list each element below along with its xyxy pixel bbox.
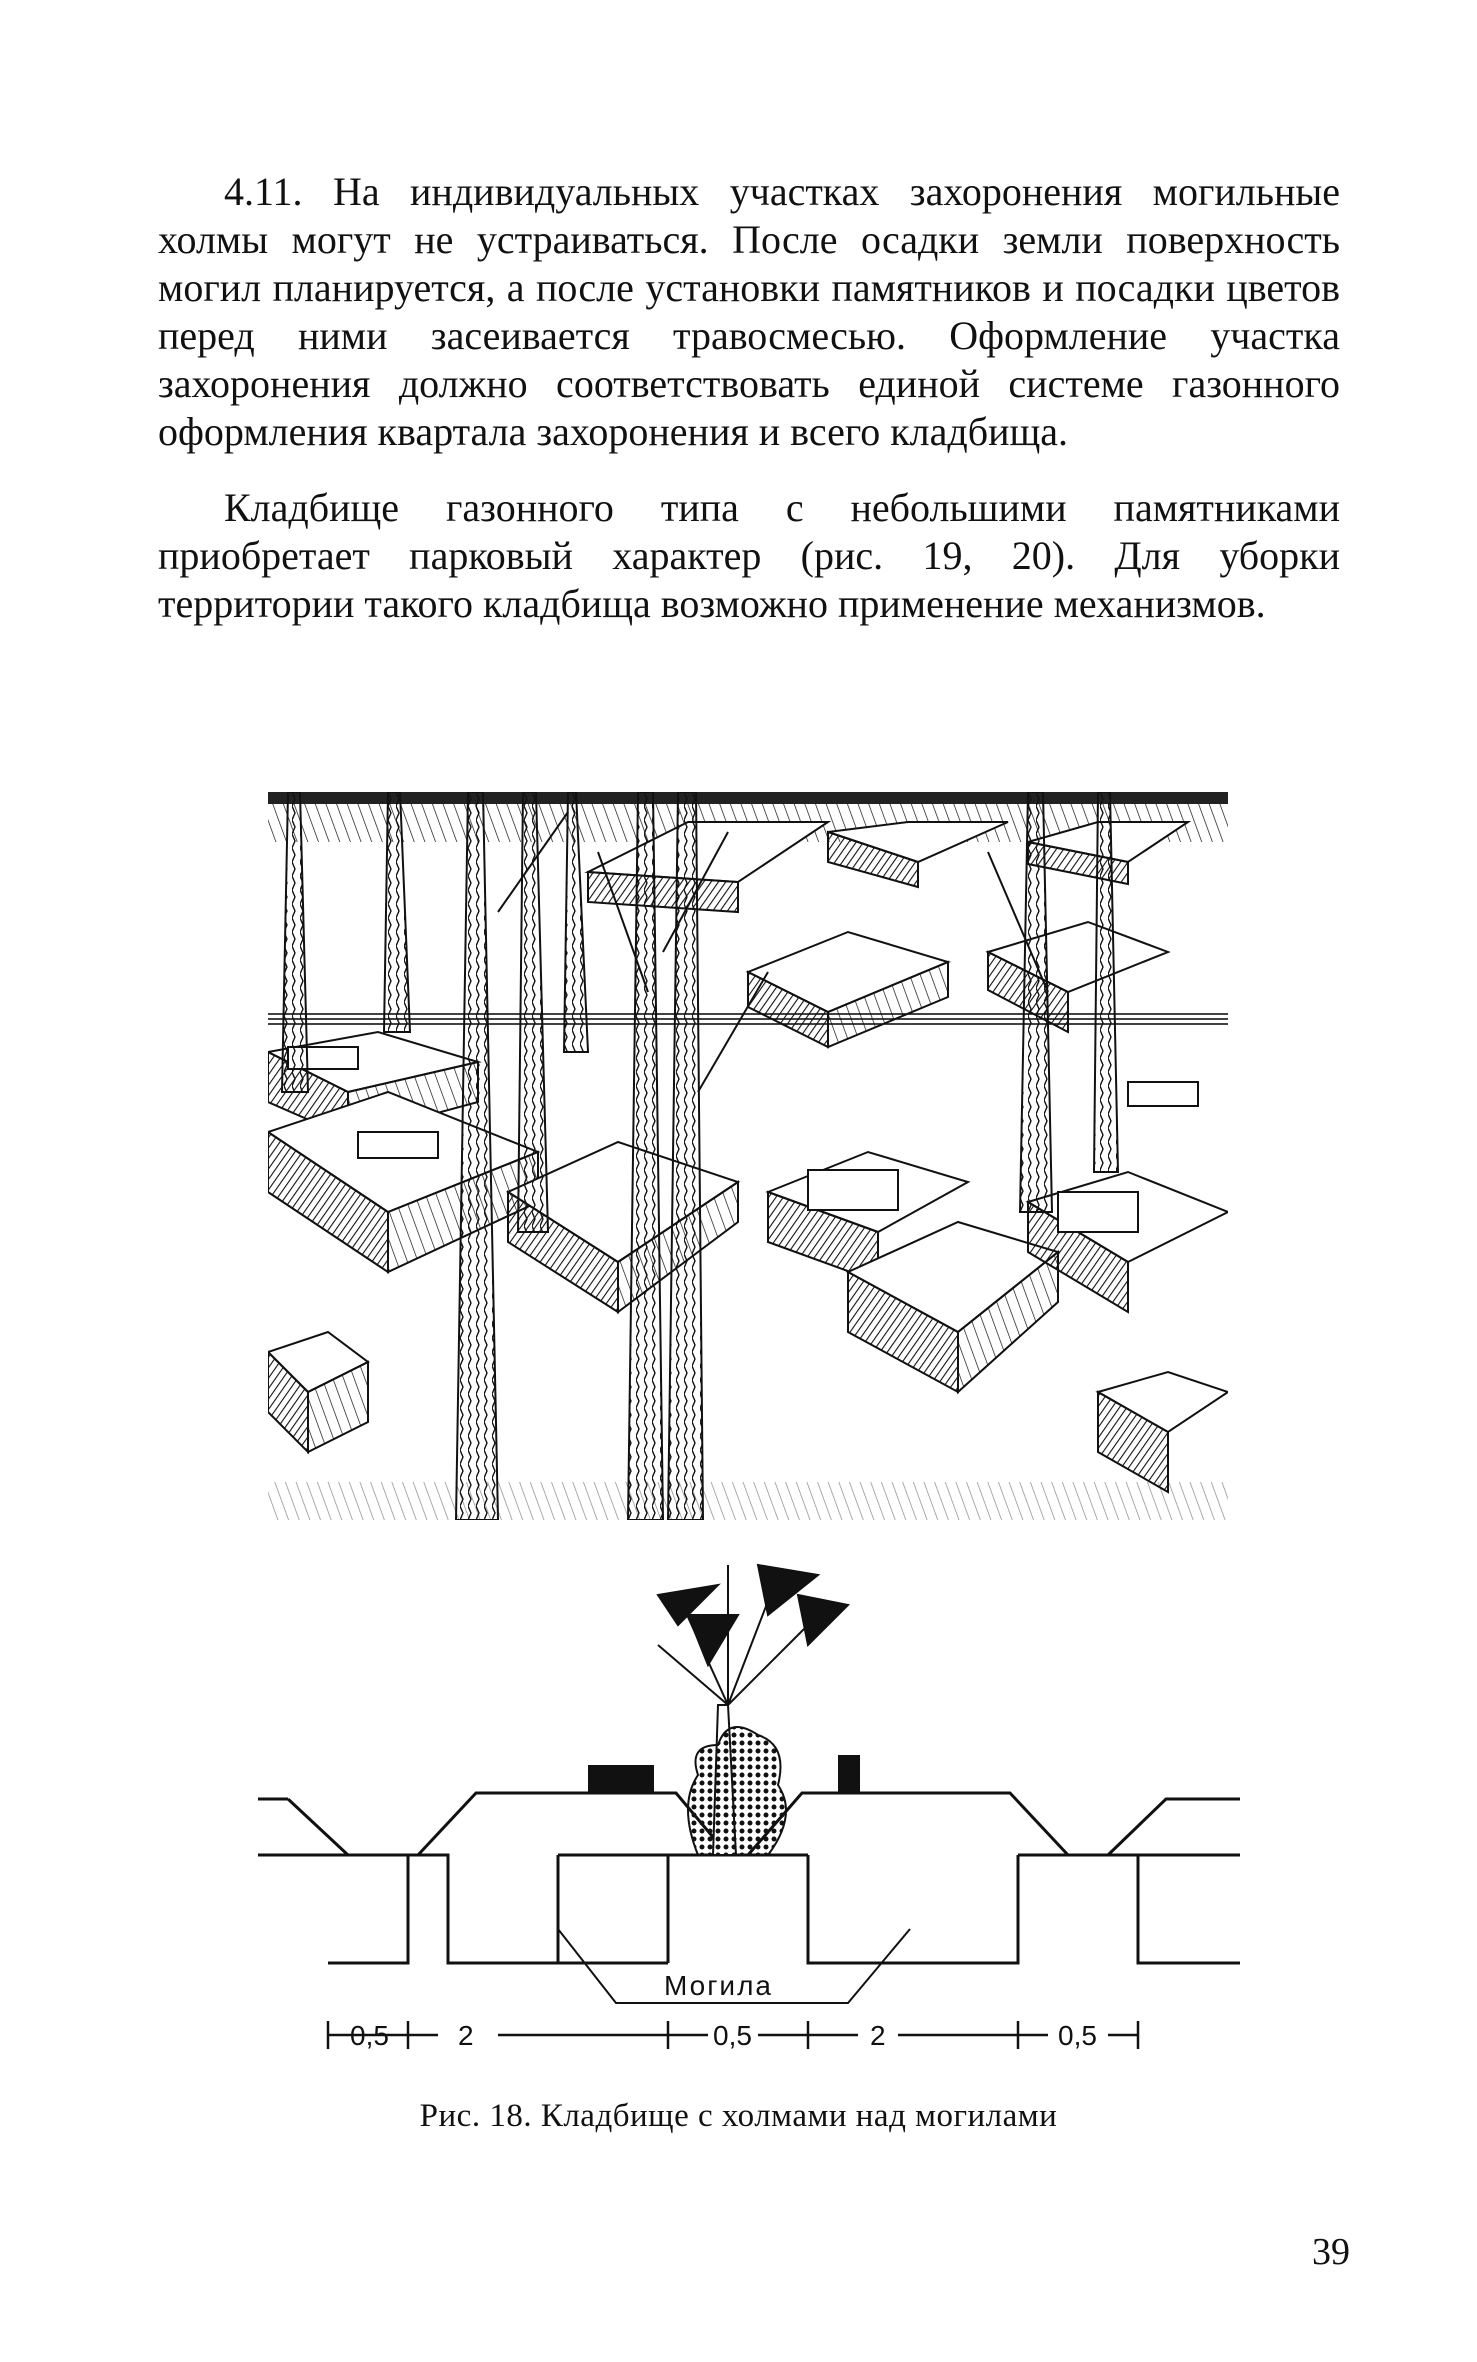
headstone-2 — [838, 1755, 860, 1793]
headstone-1 — [588, 1765, 654, 1793]
paragraph-lawn-cemetery: Кладбище газонного типа с небольшими памятниками приобретает парковый характер (рис. 19, 20). Для уборки территории такого кладбища возможно применение механизмов. — [158, 485, 1340, 626]
shrub-icon — [658, 1565, 848, 1855]
cemetery-illustration — [268, 792, 1228, 1520]
grave-section-diagram — [258, 1555, 1240, 2075]
dimension-middle-gap: 0,5 — [713, 2020, 752, 2051]
dimension-grave-width-2: 2 — [870, 2020, 886, 2051]
page-number: 39 — [1312, 2231, 1350, 2273]
dimension-left-offset: 0,5 — [350, 2020, 389, 2051]
dimension-right-offset: 0,5 — [1058, 2020, 1097, 2051]
figure-caption: Рис. 18. Кладбище с холмами над могилами — [419, 2098, 1058, 2134]
grave-label: Могила — [664, 1970, 773, 2001]
paragraph-4-11: 4.11. На индивидуальных участках захоронения могильные холмы могут не устраиваться. После осадки земли поверхность могил планируется, а после установки памятников и посадки цветов перед ними засеивается травосмесью. Оформление участка захоронения должно соответствовать единой системе газонного оформления квартала захоронения и всего кладбища. — [158, 169, 1340, 454]
dimension-grave-width-1: 2 — [458, 2020, 474, 2051]
